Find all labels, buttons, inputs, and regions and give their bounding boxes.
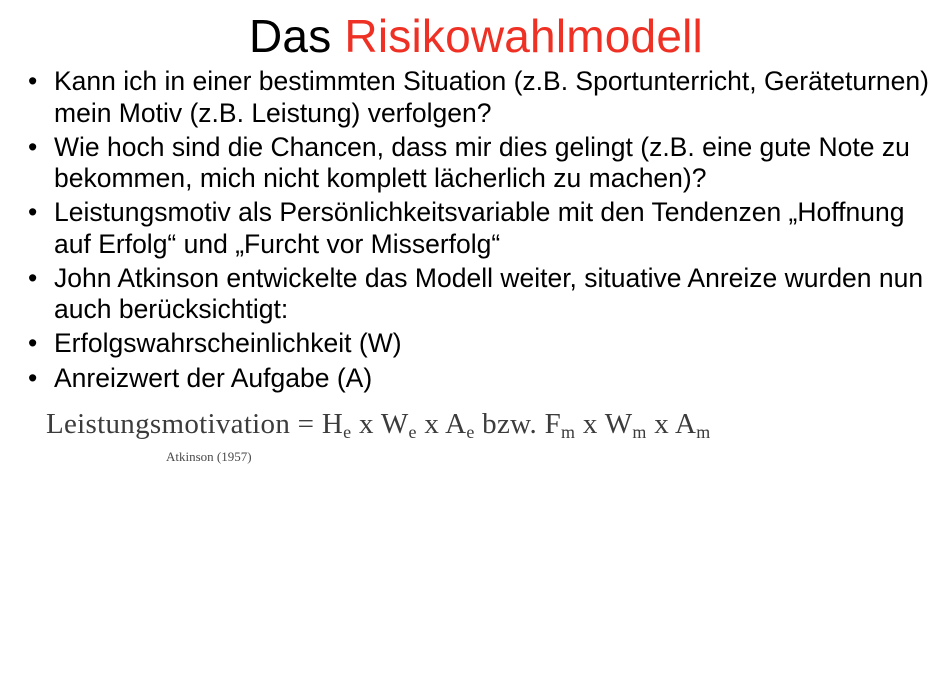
- list-item: [14, 363, 934, 394]
- bullet-icon: •: [28, 362, 38, 393]
- formula-operator: x: [351, 407, 381, 440]
- page-title-prefix: Das: [249, 10, 345, 62]
- list-item: [14, 132, 934, 195]
- bullet-list: [0, 66, 952, 394]
- formula-credit: Atkinson (1957): [166, 448, 252, 464]
- formula-term-fm: $F_m$: [544, 407, 576, 442]
- formula-equation: [46, 408, 952, 443]
- formula-operator: x: [416, 407, 446, 440]
- formula-block: [0, 408, 952, 465]
- bullet-icon: •: [28, 131, 38, 162]
- formula-term-am: $A_m$: [674, 407, 711, 442]
- list-item: [14, 263, 934, 326]
- page-title: [0, 12, 952, 60]
- list-item-text: Wie hoch sind die Chancen, dass mir dies gelingt (z.B. eine gute Note zu bekommen, mich nicht komplett lächerlich zu machen)?: [54, 131, 910, 194]
- formula-operator: x: [646, 407, 675, 440]
- formula-term-ae: $A_e$: [445, 407, 475, 442]
- slide: [0, 12, 952, 692]
- list-item-text: Leistungsmotiv als Persönlichkeitsvariable mit den Tendenzen „Hoffnung auf Erfolg“ und „Furcht vor Misserfolg“: [54, 197, 905, 259]
- page-title-accent: Risikowahlmodell: [344, 10, 703, 62]
- bullet-icon: •: [28, 197, 38, 228]
- formula-lhs: Leistungsmotivation =: [46, 407, 322, 440]
- list-item-text: John Atkinson entwickelte das Modell weiter, situative Anreize wurden nun auch berücksichtigt:: [54, 262, 924, 325]
- formula-operator: x: [575, 407, 605, 440]
- bullet-icon: •: [28, 66, 38, 97]
- list-item-text: Kann ich in einer bestimmten Situation (z.B. Sportunterricht, Geräteturnen) mein Motiv (z.B. Leistung) verfolgen?: [54, 66, 929, 128]
- formula-middle: bzw.: [474, 407, 545, 440]
- list-item: [14, 197, 934, 260]
- list-item-text: Anreizwert der Aufgabe (A): [54, 362, 373, 393]
- formula-term-he: $H_e$: [321, 407, 352, 442]
- list-item-text: Erfolgswahrscheinlichkeit (W): [54, 328, 402, 359]
- list-item: [14, 66, 934, 129]
- formula-term-we: $W_e$: [380, 407, 417, 442]
- bullet-icon: •: [28, 262, 38, 293]
- bullet-icon: •: [28, 328, 38, 359]
- formula-term-wm: $W_m$: [604, 407, 647, 442]
- list-item: [14, 328, 934, 359]
